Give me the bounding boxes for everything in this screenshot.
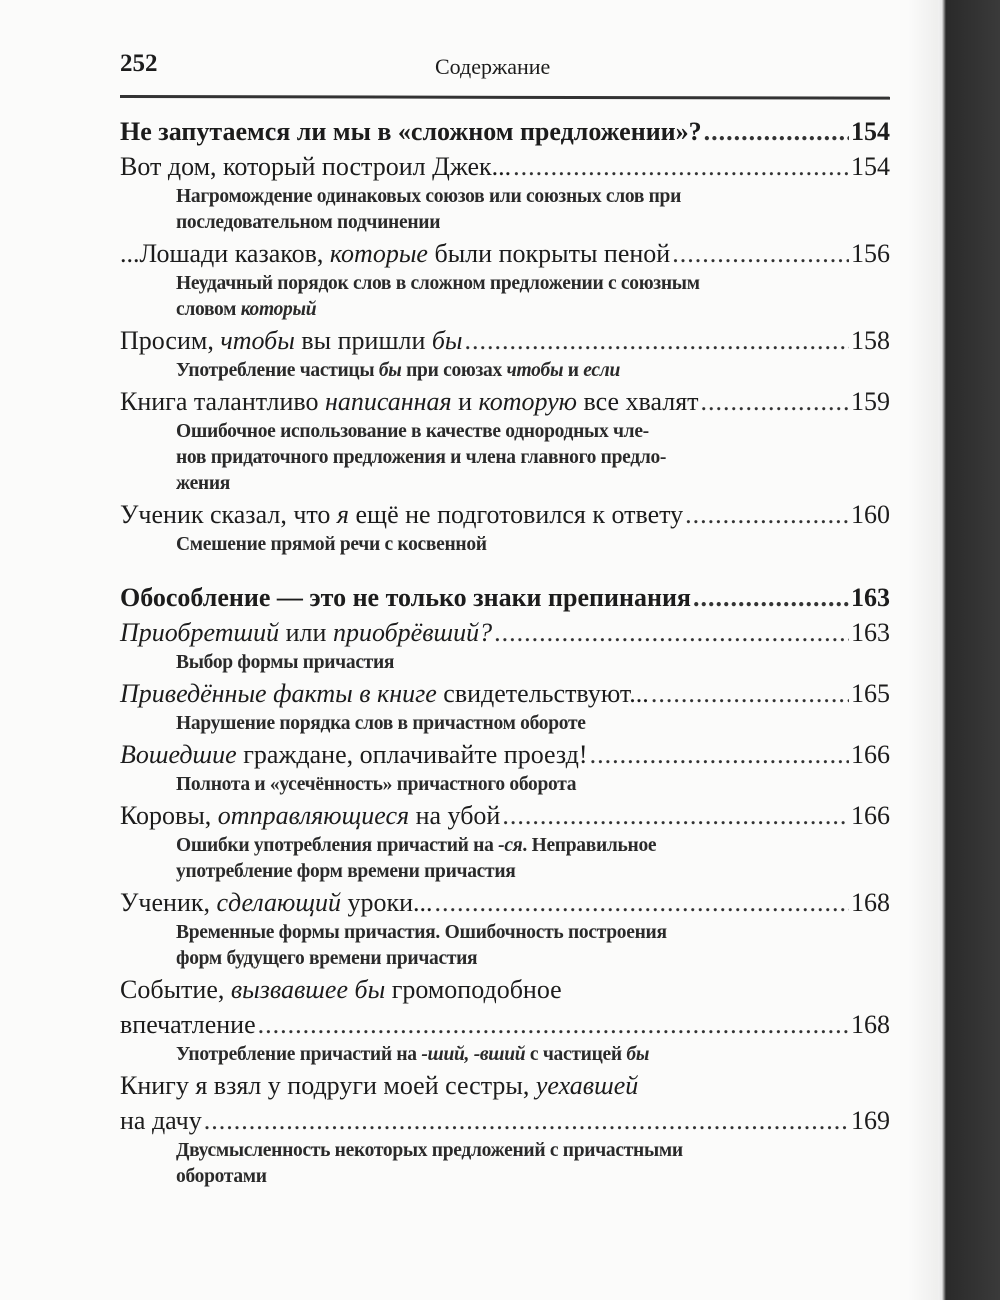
chapter-entry[interactable] <box>120 580 890 615</box>
italic-text: Приведённые факты в книге <box>120 679 437 708</box>
entry-page-number: 154 <box>851 152 890 181</box>
dot-leader <box>502 798 849 833</box>
italic-text: которую <box>478 387 578 416</box>
entry-description <box>120 711 836 737</box>
entry-title <box>120 737 588 772</box>
italic-text: Вошедшие <box>120 740 237 769</box>
entry-page-number: 168 <box>851 1010 890 1039</box>
entry-title <box>120 798 500 833</box>
header-rule <box>120 95 890 100</box>
entry-title-line <box>120 384 890 419</box>
entry-page-number: 156 <box>851 239 890 268</box>
text-segment: были покрыты пеной <box>427 239 671 268</box>
italic-text: отправляющиеся <box>217 801 410 830</box>
entry-title-line <box>120 323 890 358</box>
dot-leader <box>513 149 849 184</box>
entry-title-line <box>120 149 890 184</box>
text-segment: жения <box>176 473 231 494</box>
italic-text: приобрёвший? <box>332 618 493 647</box>
toc-entry[interactable] <box>120 885 890 972</box>
dot-leader <box>590 737 849 772</box>
description-line <box>176 358 836 384</box>
text-segment: громоподобное <box>385 975 562 1004</box>
description-line <box>176 445 836 471</box>
text-segment: Нагромождение одинаковых союзов или союзных слов при <box>176 186 682 207</box>
entry-description <box>120 419 836 497</box>
text-segment: словом <box>176 299 241 320</box>
entry-page-number: 169 <box>851 1106 890 1135</box>
entry-page-number: 163 <box>851 583 890 612</box>
text-segment: Смешение прямой речи с косвенной <box>176 534 487 555</box>
entry-title-line <box>120 798 890 833</box>
text-segment: и <box>563 360 584 381</box>
description-line <box>176 772 836 798</box>
text-segment: все хвалят <box>577 387 699 416</box>
entry-description <box>120 1138 836 1190</box>
italic-text: которые <box>329 239 428 268</box>
entry-title-line <box>120 1007 890 1042</box>
text-segment: Книгу я взял у подруги моей сестры, <box>120 1071 536 1100</box>
entry-title <box>120 384 699 419</box>
entry-title-line <box>120 1103 890 1138</box>
entry-title <box>120 114 702 149</box>
entry-title <box>120 149 511 184</box>
toc-section <box>120 114 890 558</box>
text-segment: оборотами <box>176 1166 267 1187</box>
text-segment: ...Лошади казаков, <box>120 239 330 268</box>
text-segment: Нарушение порядка слов в причастном обороте <box>176 713 586 734</box>
text-segment: употребление форм времени причастия <box>176 861 516 882</box>
entry-title <box>120 1103 202 1138</box>
text-segment: впечатление <box>120 1010 256 1039</box>
italic-text: который <box>240 299 317 320</box>
italic-text: бы <box>431 326 463 355</box>
text-segment: Употребление частицы <box>176 360 379 381</box>
text-segment: нов придаточного предложения и члена главного предло- <box>176 447 667 468</box>
italic-text: -ся <box>498 835 523 856</box>
entry-title-line <box>120 580 890 615</box>
text-segment: Просим, <box>120 326 221 355</box>
italic-text: -ший, -вший <box>421 1044 526 1065</box>
description-line <box>176 471 836 497</box>
italic-text: сделающий <box>216 888 341 917</box>
dot-leader <box>465 323 849 358</box>
italic-text: если <box>583 360 621 381</box>
description-line <box>176 210 836 236</box>
text-segment: на убой <box>409 801 501 830</box>
text-segment: Не запутаемся ли мы в «сложном предложении»? <box>120 117 702 146</box>
entry-description <box>120 772 836 798</box>
text-segment: Вот дом, который построил Джек... <box>120 152 512 181</box>
entry-title-line <box>120 737 890 772</box>
italic-text: написанная <box>324 387 452 416</box>
dot-leader <box>435 885 849 920</box>
running-header <box>120 50 890 84</box>
italic-text: чтобы <box>220 326 295 355</box>
entry-title <box>120 1068 638 1103</box>
dot-leader <box>672 236 849 271</box>
italic-text: чтобы <box>506 360 564 381</box>
description-line <box>176 184 836 210</box>
entry-page-number: 166 <box>851 740 890 769</box>
italic-text: Приобретший <box>120 618 280 647</box>
text-segment: . Неправильное <box>522 835 657 856</box>
description-line <box>176 271 836 297</box>
toc-entry[interactable] <box>120 236 890 323</box>
entry-page-number: 163 <box>851 618 890 647</box>
text-segment: Выбор формы причастия <box>176 652 395 673</box>
text-segment: форм будущего времени причастия <box>176 948 478 969</box>
entry-description <box>120 184 836 236</box>
entry-title <box>120 885 433 920</box>
italic-text: бы <box>378 360 402 381</box>
text-segment: и <box>451 387 479 416</box>
text-segment: Ошибочное использование в качестве однородных чле- <box>176 421 649 442</box>
text-segment: Обособление — это не только знаки препинания <box>120 583 691 612</box>
entry-page-number: 165 <box>851 679 890 708</box>
entry-title <box>120 497 683 532</box>
entry-description <box>120 833 836 885</box>
running-title: Содержание <box>435 54 551 79</box>
text-segment: при союзах <box>401 360 507 381</box>
description-line <box>176 297 836 323</box>
toc-entry[interactable] <box>120 323 890 384</box>
text-segment: Ученик сказал, что <box>120 500 337 529</box>
page-shadow <box>908 0 938 1300</box>
text-segment: граждане, оплачивайте проезд! <box>236 740 588 769</box>
text-segment: Временные формы причастия. Ошибочность построения <box>176 922 667 943</box>
entry-description <box>120 1042 836 1068</box>
text-segment: Неудачный порядок слов в сложном предложении с союзным <box>176 273 700 294</box>
description-line <box>176 859 836 885</box>
toc-entry[interactable] <box>120 972 890 1068</box>
toc-entry[interactable] <box>120 798 890 885</box>
description-line <box>176 532 836 558</box>
table-of-contents <box>120 114 890 1212</box>
text-segment: Ученик, <box>120 888 217 917</box>
entry-title-line <box>120 236 890 271</box>
description-line <box>176 946 836 972</box>
toc-entry[interactable] <box>120 149 890 236</box>
book-spine-edge <box>938 0 1000 1300</box>
entry-page-number: 158 <box>851 326 890 355</box>
text-segment: последовательном подчинении <box>176 212 441 233</box>
dot-leader <box>258 1007 849 1042</box>
entry-title-line <box>120 676 890 711</box>
toc-entry[interactable] <box>120 615 890 676</box>
dot-leader <box>701 384 849 419</box>
entry-description <box>120 271 836 323</box>
text-segment: уроки... <box>341 888 433 917</box>
toc-entry[interactable] <box>120 384 890 497</box>
entry-page-number: 159 <box>851 387 890 416</box>
entry-title <box>120 580 691 615</box>
chapter-entry[interactable] <box>120 114 890 149</box>
text-segment: вы пришли <box>294 326 432 355</box>
entry-title-line <box>120 497 890 532</box>
entry-title <box>120 972 562 1007</box>
description-line <box>176 419 836 445</box>
text-segment: ещё не подготовился к ответу <box>349 500 684 529</box>
italic-text: уехавшей <box>535 1071 639 1100</box>
entry-title-line <box>120 615 890 650</box>
toc-entry[interactable] <box>120 497 890 558</box>
text-segment: или <box>279 618 333 647</box>
text-segment: Ошибки употребления причастий на <box>176 835 499 856</box>
description-line <box>176 1042 836 1068</box>
toc-entry[interactable] <box>120 737 890 798</box>
entry-title <box>120 236 670 271</box>
dot-leader <box>693 580 849 615</box>
entry-title-line <box>120 114 890 149</box>
entry-title-line <box>120 885 890 920</box>
entry-title-line <box>120 1068 890 1103</box>
text-segment: Двусмысленность некоторых предложений с причастными <box>176 1140 683 1161</box>
entry-page-number: 154 <box>851 117 890 146</box>
description-line <box>176 833 836 859</box>
entry-description <box>120 920 836 972</box>
description-line <box>176 1164 836 1190</box>
description-line <box>176 920 836 946</box>
dot-leader <box>704 114 849 149</box>
dot-leader <box>651 676 849 711</box>
text-segment: Книга талантливо <box>120 387 325 416</box>
description-line <box>176 1138 836 1164</box>
entry-title <box>120 676 649 711</box>
toc-entry[interactable] <box>120 1068 890 1190</box>
entry-title <box>120 615 492 650</box>
entry-title <box>120 323 463 358</box>
dot-leader <box>494 615 849 650</box>
entry-page-number: 166 <box>851 801 890 830</box>
entry-title-line <box>120 972 890 1007</box>
italic-text: вызвавшее бы <box>230 975 386 1004</box>
text-segment: Событие, <box>120 975 231 1004</box>
text-segment: на дачу <box>120 1106 202 1135</box>
entry-description <box>120 650 836 676</box>
toc-section <box>120 580 890 1190</box>
entry-description <box>120 532 836 558</box>
page-number: 252 <box>120 50 158 77</box>
text-segment: с частицей <box>525 1044 627 1065</box>
text-segment: Полнота и «усечённость» причастного оборота <box>176 774 577 795</box>
description-line <box>176 650 836 676</box>
italic-text: я <box>336 500 350 529</box>
dot-leader <box>685 497 849 532</box>
text-segment: Употребление причастий на <box>176 1044 422 1065</box>
description-line <box>176 711 836 737</box>
entry-page-number: 160 <box>851 500 890 529</box>
entry-page-number: 168 <box>851 888 890 917</box>
dot-leader <box>204 1103 849 1138</box>
entry-title <box>120 1007 256 1042</box>
text-segment: свидетельствуют... <box>436 679 649 708</box>
italic-text: бы <box>626 1044 650 1065</box>
toc-entry[interactable] <box>120 676 890 737</box>
entry-description <box>120 358 836 384</box>
text-segment: Коровы, <box>120 801 218 830</box>
